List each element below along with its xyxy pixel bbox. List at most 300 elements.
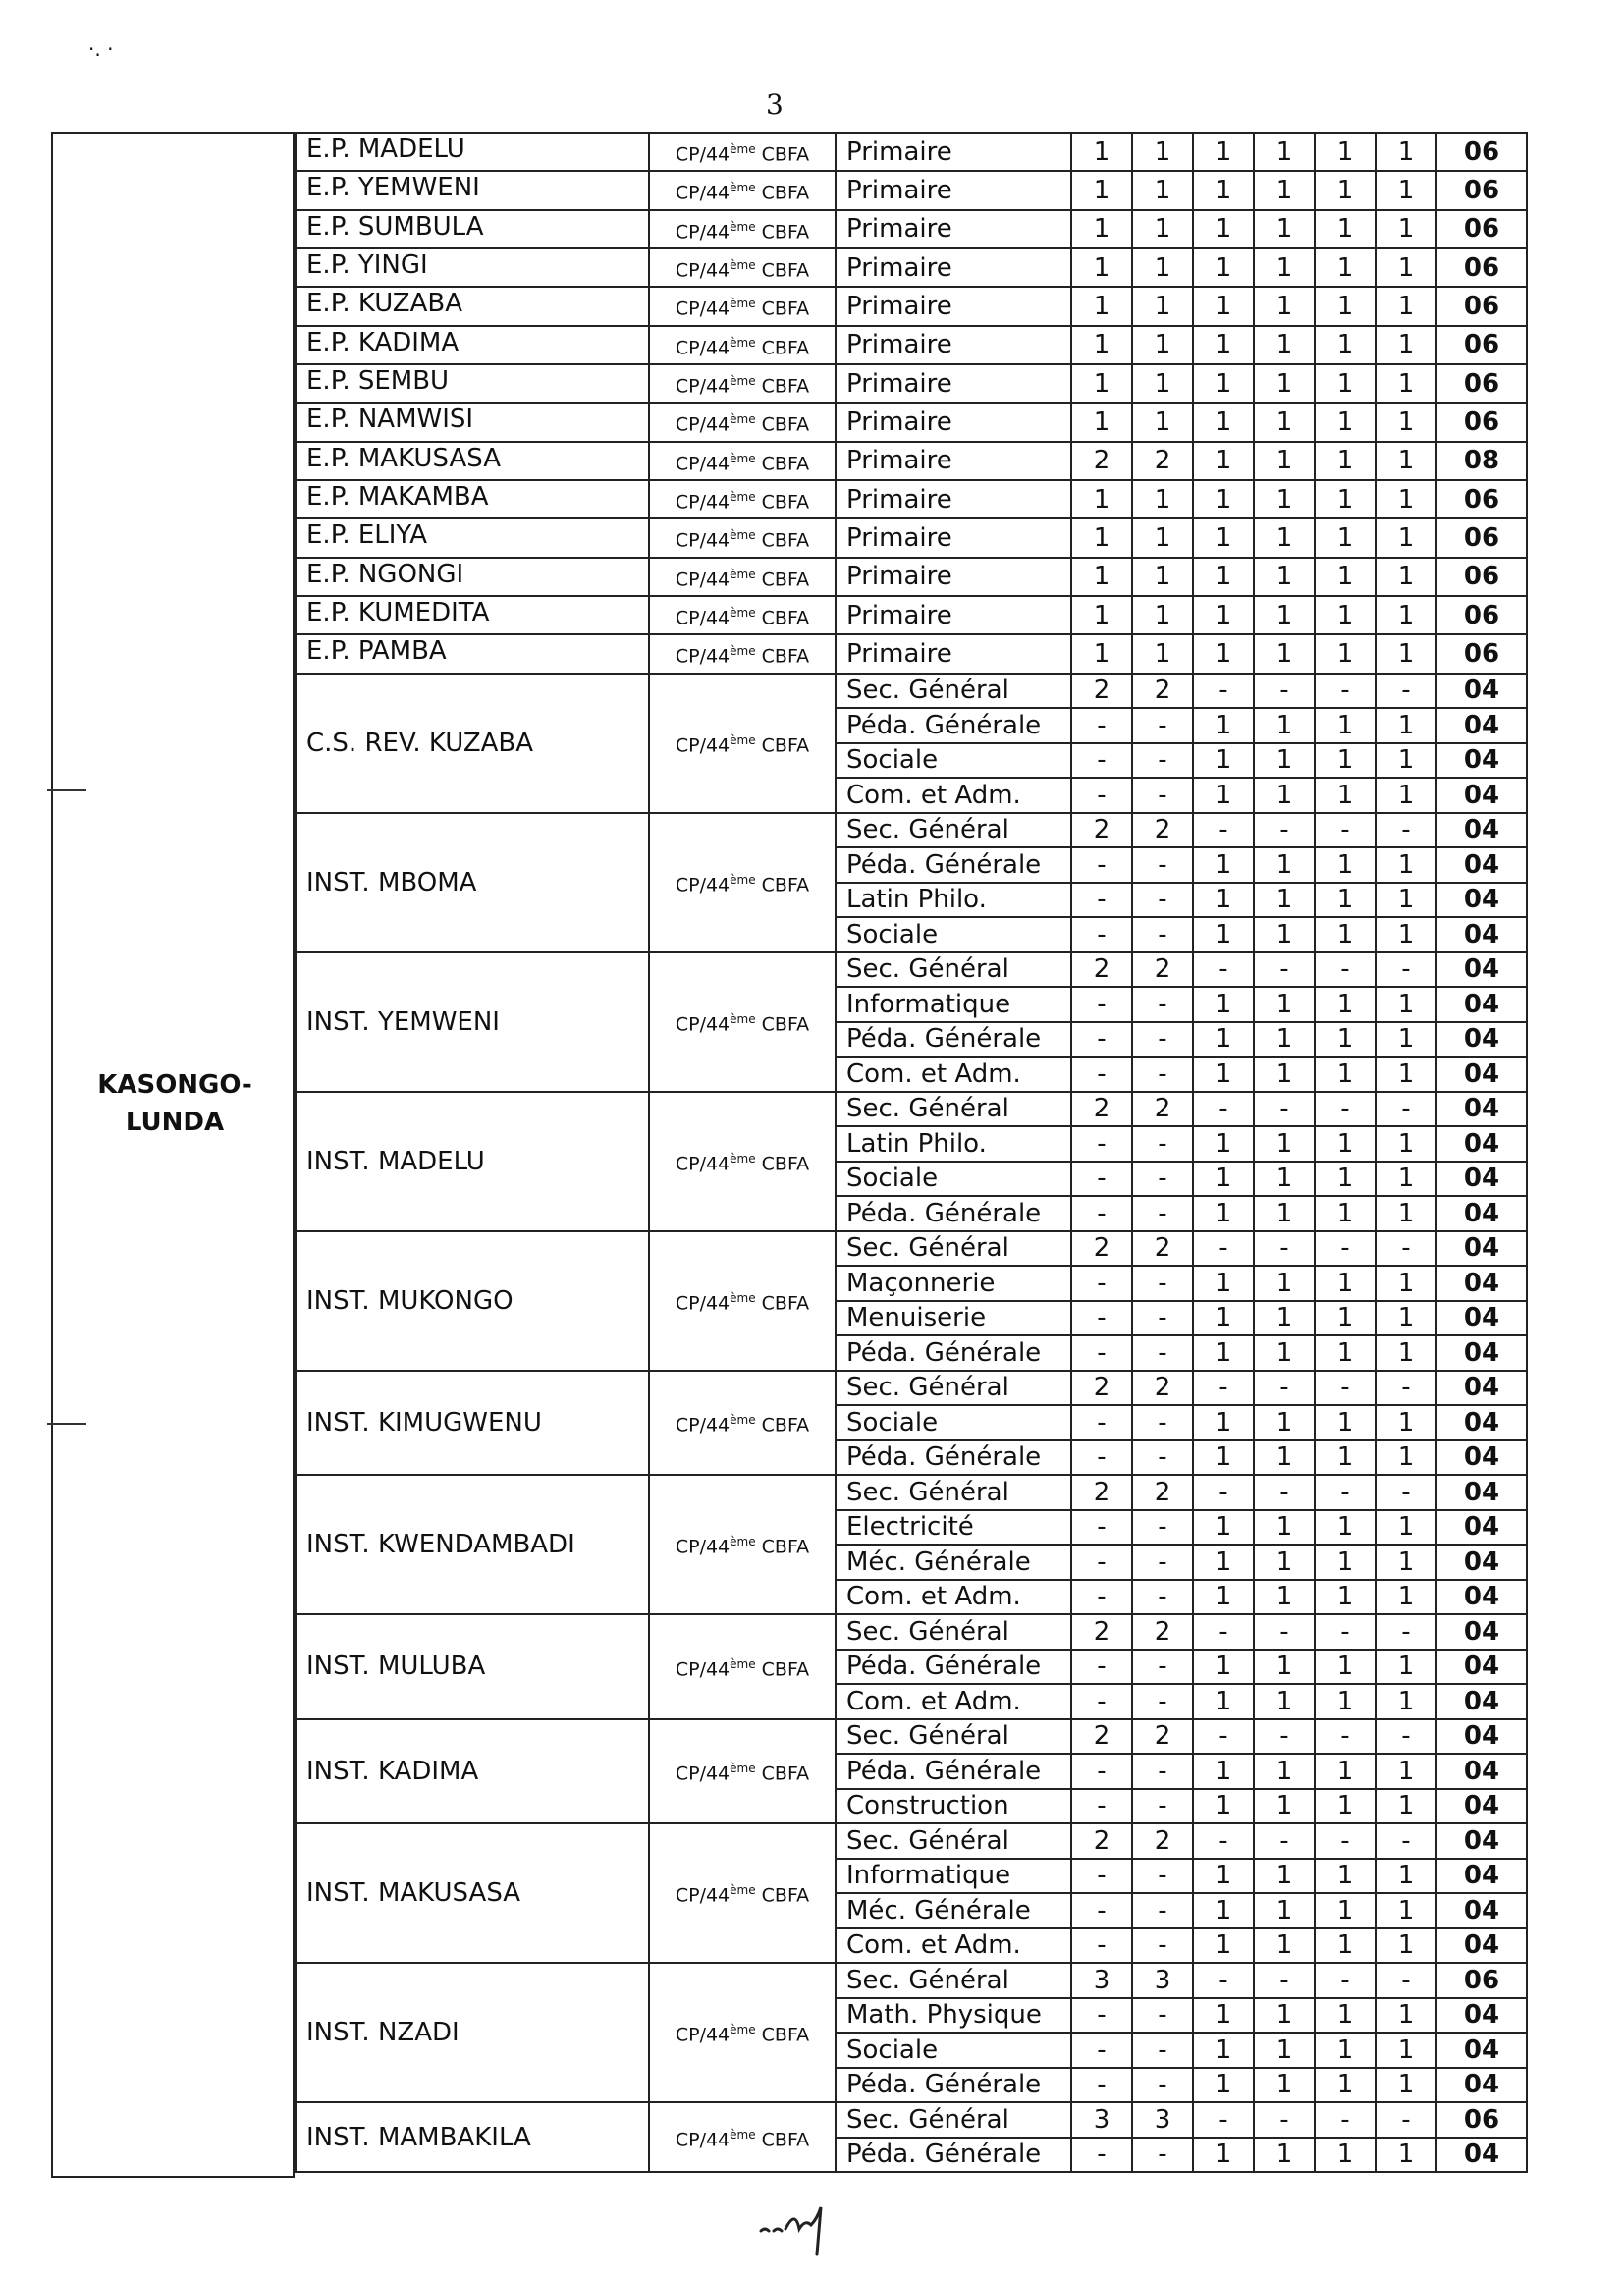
- class-count: -: [1071, 1545, 1132, 1580]
- class-count: 1: [1376, 847, 1436, 883]
- class-count: -: [1254, 1719, 1315, 1755]
- class-count: 1: [1254, 326, 1315, 364]
- class-count: -: [1254, 674, 1315, 709]
- class-count: 1: [1376, 326, 1436, 364]
- class-count: 1: [1254, 133, 1315, 171]
- row-total: 04: [1436, 1789, 1527, 1824]
- class-count: 1: [1071, 596, 1132, 634]
- reference-code: CP/44ème CBFA: [649, 287, 836, 325]
- row-total: 06: [1436, 248, 1527, 287]
- class-count: 1: [1193, 1650, 1254, 1685]
- class-count: 1: [1315, 287, 1376, 325]
- class-count: -: [1071, 847, 1132, 883]
- option-name: Sec. Général: [836, 674, 1071, 709]
- table-row: [296, 364, 1527, 403]
- class-count: -: [1193, 2102, 1254, 2138]
- class-count: 1: [1315, 1196, 1376, 1231]
- option-name: Sociale: [836, 917, 1071, 952]
- class-count: 1: [1254, 1162, 1315, 1197]
- option-name: Sociale: [836, 2033, 1071, 2068]
- class-count: -: [1193, 1475, 1254, 1510]
- class-count: -: [1376, 2102, 1436, 2138]
- class-count: 1: [1315, 634, 1376, 673]
- class-count: 1: [1193, 2068, 1254, 2103]
- class-count: 1: [1376, 743, 1436, 779]
- class-count: 1: [1193, 1754, 1254, 1789]
- option-name: Com. et Adm.: [836, 1057, 1071, 1092]
- class-count: 1: [1193, 917, 1254, 952]
- class-count: -: [1132, 1022, 1193, 1058]
- reference-code: CP/44ème CBFA: [649, 133, 836, 171]
- school-name: E.P. SUMBULA: [296, 210, 649, 248]
- class-count: -: [1132, 1266, 1193, 1301]
- class-count: -: [1132, 1126, 1193, 1162]
- class-count: 1: [1315, 1684, 1376, 1719]
- table-row: [296, 210, 1527, 248]
- option-name: Péda. Générale: [836, 2138, 1071, 2173]
- class-count: 1: [1376, 2068, 1436, 2103]
- class-count: 1: [1315, 442, 1376, 480]
- option-name: Sociale: [836, 743, 1071, 779]
- row-total: 04: [1436, 743, 1527, 779]
- row-total: 06: [1436, 518, 1527, 557]
- class-count: 1: [1315, 1893, 1376, 1928]
- school-name: INST. MADELU: [296, 1092, 649, 1231]
- class-count: 1: [1254, 480, 1315, 518]
- row-total: 04: [1436, 1928, 1527, 1964]
- class-count: -: [1376, 1614, 1436, 1650]
- class-count: -: [1315, 1231, 1376, 1267]
- class-count: 2: [1132, 1092, 1193, 1127]
- class-count: -: [1315, 1963, 1376, 1998]
- row-total: 04: [1436, 1092, 1527, 1127]
- class-count: -: [1071, 1335, 1132, 1371]
- class-count: -: [1254, 813, 1315, 848]
- row-total: 04: [1436, 952, 1527, 988]
- class-count: 2: [1132, 674, 1193, 709]
- row-total: 04: [1436, 1301, 1527, 1336]
- class-count: 1: [1376, 403, 1436, 441]
- class-count: 1: [1193, 987, 1254, 1022]
- class-count: 1: [1315, 403, 1376, 441]
- row-total: 04: [1436, 1440, 1527, 1476]
- class-count: 1: [1315, 883, 1376, 918]
- class-count: -: [1071, 708, 1132, 743]
- class-count: -: [1315, 1092, 1376, 1127]
- class-count: -: [1315, 2102, 1376, 2138]
- class-count: -: [1132, 778, 1193, 813]
- class-count: -: [1132, 1162, 1193, 1197]
- class-count: 1: [1376, 1650, 1436, 1685]
- row-total: 04: [1436, 1719, 1527, 1755]
- school-name: INST. KADIMA: [296, 1719, 649, 1824]
- class-count: 1: [1071, 480, 1132, 518]
- class-count: 1: [1254, 518, 1315, 557]
- class-count: 1: [1315, 778, 1376, 813]
- class-count: 1: [1376, 287, 1436, 325]
- class-count: -: [1132, 2138, 1193, 2173]
- class-count: 1: [1315, 1545, 1376, 1580]
- row-total: 04: [1436, 1126, 1527, 1162]
- option-name: Sociale: [836, 1162, 1071, 1197]
- class-count: 1: [1071, 403, 1132, 441]
- row-total: 04: [1436, 1405, 1527, 1440]
- class-count: -: [1254, 1475, 1315, 1510]
- row-total: 04: [1436, 1335, 1527, 1371]
- class-count: 1: [1376, 634, 1436, 673]
- row-total: 04: [1436, 883, 1527, 918]
- school-name: E.P. MAKUSASA: [296, 442, 649, 480]
- class-count: 1: [1193, 518, 1254, 557]
- option-name: Latin Philo.: [836, 883, 1071, 918]
- class-count: 1: [1132, 403, 1193, 441]
- class-count: -: [1132, 1057, 1193, 1092]
- class-count: 1: [1376, 1754, 1436, 1789]
- school-name: E.P. MAKAMBA: [296, 480, 649, 518]
- class-count: 1: [1254, 1301, 1315, 1336]
- option-name: Informatique: [836, 1859, 1071, 1894]
- option-name: Menuiserie: [836, 1301, 1071, 1336]
- class-count: 1: [1254, 1789, 1315, 1824]
- class-count: 1: [1315, 1510, 1376, 1546]
- class-count: -: [1071, 987, 1132, 1022]
- class-count: 1: [1193, 1789, 1254, 1824]
- class-count: 1: [1254, 1893, 1315, 1928]
- school-name: INST. KIMUGWENU: [296, 1371, 649, 1476]
- class-count: 1: [1254, 634, 1315, 673]
- class-count: 1: [1193, 883, 1254, 918]
- class-count: 2: [1071, 813, 1132, 848]
- class-count: 1: [1376, 1301, 1436, 1336]
- class-count: -: [1376, 1231, 1436, 1267]
- class-count: 2: [1132, 1231, 1193, 1267]
- class-count: 1: [1254, 1335, 1315, 1371]
- row-total: 06: [1436, 596, 1527, 634]
- reference-code: CP/44ème CBFA: [649, 364, 836, 403]
- class-count: 1: [1193, 1405, 1254, 1440]
- class-count: -: [1193, 1719, 1254, 1755]
- class-count: -: [1193, 1823, 1254, 1859]
- class-count: 1: [1071, 133, 1132, 171]
- class-count: 1: [1193, 326, 1254, 364]
- class-count: 1: [1315, 1162, 1376, 1197]
- class-count: -: [1071, 743, 1132, 779]
- table-row: [296, 480, 1527, 518]
- class-count: -: [1071, 1022, 1132, 1058]
- class-count: -: [1315, 674, 1376, 709]
- class-count: 1: [1315, 1022, 1376, 1058]
- class-count: 1: [1376, 1022, 1436, 1058]
- row-total: 04: [1436, 1823, 1527, 1859]
- class-count: -: [1254, 1371, 1315, 1406]
- class-count: 1: [1193, 1440, 1254, 1476]
- row-total: 04: [1436, 1614, 1527, 1650]
- class-count: 1: [1376, 248, 1436, 287]
- class-count: -: [1071, 2033, 1132, 2068]
- row-total: 04: [1436, 1266, 1527, 1301]
- reference-code: CP/44ème CBFA: [649, 2102, 836, 2172]
- class-count: -: [1193, 1092, 1254, 1127]
- class-count: 1: [1254, 1545, 1315, 1580]
- class-count: 1: [1254, 287, 1315, 325]
- class-count: 1: [1315, 1859, 1376, 1894]
- table-row: [296, 403, 1527, 441]
- class-count: 1: [1315, 1754, 1376, 1789]
- class-count: 1: [1376, 1405, 1436, 1440]
- class-count: 1: [1254, 1405, 1315, 1440]
- class-count: -: [1193, 1963, 1254, 1998]
- class-count: 1: [1193, 1162, 1254, 1197]
- class-count: -: [1254, 952, 1315, 988]
- class-count: -: [1071, 883, 1132, 918]
- option-name: Péda. Générale: [836, 1196, 1071, 1231]
- class-count: -: [1132, 2033, 1193, 2068]
- class-count: 2: [1071, 952, 1132, 988]
- row-total: 06: [1436, 171, 1527, 209]
- class-count: 1: [1315, 596, 1376, 634]
- class-count: 1: [1376, 778, 1436, 813]
- class-count: -: [1071, 2068, 1132, 2103]
- option-name: Construction: [836, 1789, 1071, 1824]
- class-count: 2: [1071, 674, 1132, 709]
- row-total: 04: [1436, 1650, 1527, 1685]
- reference-code: CP/44ème CBFA: [649, 596, 836, 634]
- school-name: INST. MULUBA: [296, 1614, 649, 1719]
- class-count: 2: [1132, 442, 1193, 480]
- table-row: [296, 1231, 1527, 1267]
- row-total: 04: [1436, 1859, 1527, 1894]
- option-name: Com. et Adm.: [836, 1580, 1071, 1615]
- class-count: 1: [1254, 248, 1315, 287]
- class-count: 1: [1254, 1754, 1315, 1789]
- class-count: 1: [1376, 1162, 1436, 1197]
- reference-code: CP/44ème CBFA: [649, 210, 836, 248]
- class-count: 1: [1315, 364, 1376, 403]
- class-count: 1: [1376, 1789, 1436, 1824]
- class-count: -: [1132, 1789, 1193, 1824]
- option-name: Péda. Générale: [836, 1440, 1071, 1476]
- row-total: 04: [1436, 674, 1527, 709]
- option-name: Péda. Générale: [836, 1335, 1071, 1371]
- class-count: -: [1132, 1928, 1193, 1964]
- class-count: 1: [1193, 2033, 1254, 2068]
- class-count: -: [1193, 674, 1254, 709]
- class-count: -: [1254, 1614, 1315, 1650]
- class-count: -: [1071, 1510, 1132, 1546]
- class-count: 1: [1315, 133, 1376, 171]
- class-count: 1: [1376, 210, 1436, 248]
- school-name: E.P. YEMWENI: [296, 171, 649, 209]
- table-row: [296, 1823, 1527, 1859]
- option-name: Méc. Générale: [836, 1545, 1071, 1580]
- class-count: 1: [1376, 1893, 1436, 1928]
- class-count: -: [1193, 1614, 1254, 1650]
- class-count: 1: [1254, 1126, 1315, 1162]
- class-count: 1: [1376, 558, 1436, 596]
- class-count: 1: [1315, 1580, 1376, 1615]
- row-total: 04: [1436, 1545, 1527, 1580]
- class-count: 1: [1254, 708, 1315, 743]
- class-count: -: [1376, 1092, 1436, 1127]
- class-count: 1: [1315, 558, 1376, 596]
- class-count: -: [1315, 1719, 1376, 1755]
- class-count: -: [1376, 674, 1436, 709]
- class-count: 1: [1193, 1057, 1254, 1092]
- class-count: 1: [1193, 1545, 1254, 1580]
- class-count: -: [1071, 1859, 1132, 1894]
- class-count: 1: [1315, 1335, 1376, 1371]
- class-count: 1: [1376, 1928, 1436, 1964]
- option-name: Com. et Adm.: [836, 1684, 1071, 1719]
- class-count: -: [1254, 1823, 1315, 1859]
- class-count: 1: [1254, 1684, 1315, 1719]
- class-count: 1: [1315, 708, 1376, 743]
- school-name: E.P. NGONGI: [296, 558, 649, 596]
- table-row: [296, 248, 1527, 287]
- class-count: 1: [1315, 248, 1376, 287]
- class-count: -: [1315, 1475, 1376, 1510]
- school-name: INST. YEMWENI: [296, 952, 649, 1092]
- class-count: 1: [1132, 171, 1193, 209]
- class-count: 1: [1376, 133, 1436, 171]
- class-count: 1: [1132, 133, 1193, 171]
- class-count: 1: [1376, 442, 1436, 480]
- class-count: -: [1071, 1650, 1132, 1685]
- row-total: 04: [1436, 1684, 1527, 1719]
- class-count: 1: [1315, 1126, 1376, 1162]
- class-count: -: [1132, 1650, 1193, 1685]
- class-count: -: [1071, 1928, 1132, 1964]
- school-name: E.P. KUZABA: [296, 287, 649, 325]
- option-name: Sec. Général: [836, 1475, 1071, 1510]
- class-count: 1: [1132, 287, 1193, 325]
- district-column: [51, 132, 295, 2178]
- option-name: Sec. Général: [836, 1963, 1071, 1998]
- class-count: 1: [1254, 1928, 1315, 1964]
- class-count: 1: [1254, 1580, 1315, 1615]
- class-count: 2: [1132, 1475, 1193, 1510]
- option-name: Primaire: [836, 480, 1071, 518]
- class-count: -: [1071, 1789, 1132, 1824]
- row-total: 06: [1436, 403, 1527, 441]
- class-count: 1: [1376, 1510, 1436, 1546]
- row-total: 06: [1436, 287, 1527, 325]
- class-count: 1: [1071, 364, 1132, 403]
- class-count: 1: [1193, 1684, 1254, 1719]
- table-row: [296, 674, 1527, 709]
- table-row: [296, 326, 1527, 364]
- class-count: 1: [1315, 171, 1376, 209]
- row-total: 04: [1436, 1754, 1527, 1789]
- class-count: 1: [1376, 1335, 1436, 1371]
- class-count: -: [1132, 883, 1193, 918]
- class-count: 1: [1376, 1859, 1436, 1894]
- row-total: 04: [1436, 1057, 1527, 1092]
- school-name: INST. MBOMA: [296, 813, 649, 952]
- class-count: 1: [1376, 518, 1436, 557]
- table-row: [296, 1719, 1527, 1755]
- option-name: Sec. Général: [836, 1719, 1071, 1755]
- class-count: -: [1254, 2102, 1315, 2138]
- class-count: 1: [1376, 1440, 1436, 1476]
- class-count: 1: [1315, 1928, 1376, 1964]
- row-total: 04: [1436, 1162, 1527, 1197]
- class-count: -: [1071, 1266, 1132, 1301]
- reference-code: CP/44ème CBFA: [649, 1371, 836, 1476]
- class-count: -: [1071, 1440, 1132, 1476]
- class-count: 2: [1071, 1719, 1132, 1755]
- class-count: 1: [1193, 364, 1254, 403]
- school-name: E.P. NAMWISI: [296, 403, 649, 441]
- class-count: 1: [1254, 743, 1315, 779]
- class-count: 1: [1193, 743, 1254, 779]
- class-count: 1: [1193, 210, 1254, 248]
- row-total: 04: [1436, 1196, 1527, 1231]
- class-count: 1: [1193, 2138, 1254, 2173]
- class-count: -: [1132, 1545, 1193, 1580]
- option-name: Primaire: [836, 248, 1071, 287]
- class-count: 1: [1254, 403, 1315, 441]
- class-count: 1: [1315, 1405, 1376, 1440]
- class-count: -: [1315, 1823, 1376, 1859]
- class-count: -: [1376, 1475, 1436, 1510]
- class-count: -: [1315, 813, 1376, 848]
- class-count: 1: [1071, 210, 1132, 248]
- option-name: Sociale: [836, 1405, 1071, 1440]
- table-row: [296, 1371, 1527, 1406]
- reference-code: CP/44ème CBFA: [649, 403, 836, 441]
- class-count: -: [1132, 847, 1193, 883]
- page-number: 3: [766, 88, 784, 121]
- class-count: 1: [1254, 1057, 1315, 1092]
- class-count: 2: [1071, 442, 1132, 480]
- class-count: -: [1193, 813, 1254, 848]
- class-count: 1: [1315, 2138, 1376, 2173]
- class-count: 1: [1376, 1684, 1436, 1719]
- option-name: Primaire: [836, 326, 1071, 364]
- row-total: 06: [1436, 1963, 1527, 1998]
- option-name: Sec. Général: [836, 1092, 1071, 1127]
- option-name: Péda. Générale: [836, 1650, 1071, 1685]
- scan-mark: ·. ·: [88, 37, 114, 61]
- class-count: -: [1071, 1754, 1132, 1789]
- class-count: 1: [1193, 133, 1254, 171]
- class-count: -: [1132, 743, 1193, 779]
- class-count: 1: [1376, 883, 1436, 918]
- signature: [756, 2192, 874, 2260]
- class-count: 1: [1254, 1196, 1315, 1231]
- row-total: 06: [1436, 2102, 1527, 2138]
- class-count: 1: [1315, 2068, 1376, 2103]
- class-count: -: [1132, 917, 1193, 952]
- school-name: INST. MUKONGO: [296, 1231, 649, 1371]
- class-count: 1: [1132, 364, 1193, 403]
- school-name: E.P. ELIYA: [296, 518, 649, 557]
- row-total: 06: [1436, 210, 1527, 248]
- option-name: Primaire: [836, 171, 1071, 209]
- class-count: 1: [1254, 171, 1315, 209]
- row-total: 04: [1436, 1371, 1527, 1406]
- class-count: 1: [1193, 1580, 1254, 1615]
- class-count: 1: [1193, 847, 1254, 883]
- table-row: [296, 171, 1527, 209]
- school-name: INST. NZADI: [296, 1963, 649, 2102]
- class-count: -: [1132, 1684, 1193, 1719]
- school-name: E.P. YINGI: [296, 248, 649, 287]
- row-total: 04: [1436, 2068, 1527, 2103]
- row-total: 04: [1436, 1231, 1527, 1267]
- option-name: Péda. Générale: [836, 1022, 1071, 1058]
